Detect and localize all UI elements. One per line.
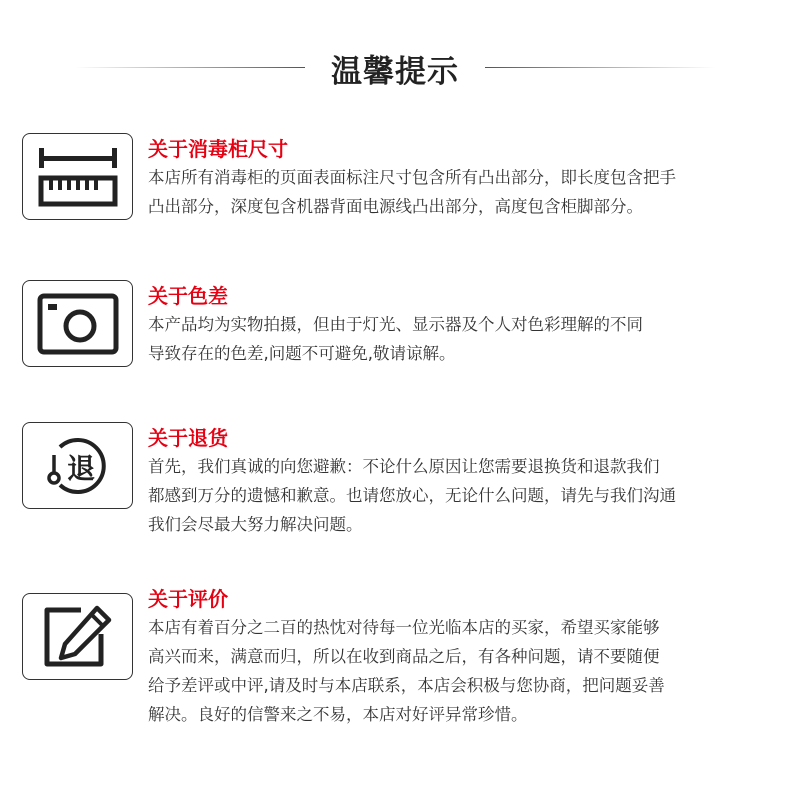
camera-icon-box — [22, 280, 133, 367]
body-line: 都感到万分的遗憾和歉意。也请您放心，无论什么问题，请先与我们沟通 — [148, 486, 676, 505]
body-line: 导致存在的色差,问题不可避免,敬请谅解。 — [148, 344, 456, 363]
edit-icon — [41, 604, 115, 670]
body-line: 本店所有消毒柜的页面表面标注尺寸包含所有凸出部分，即长度包含把手 — [148, 168, 676, 187]
body-line: 首先，我们真诚的向您避歉：不论什么原因让您需要退换货和退款我们 — [148, 457, 660, 476]
section-body-review — [148, 613, 788, 729]
body-line: 我们会尽最大努力解决问题。 — [148, 515, 363, 534]
section-title-review: 关于评价 — [148, 587, 228, 611]
ruler-icon-box — [22, 133, 133, 220]
section-title-size: 关于消毒柜尺寸 — [148, 137, 288, 161]
body-line: 凸出部分，深度包含机器背面电源线凸出部分，高度包含柜脚部分。 — [148, 197, 643, 216]
section-title-color: 关于色差 — [148, 284, 228, 308]
body-line: 本店有着百分之二百的热忱对待每一位光临本店的买家，希望买家能够 — [148, 618, 660, 637]
return-icon-text: 退 — [66, 451, 95, 485]
page-header — [0, 38, 790, 98]
return-icon-box — [22, 422, 133, 509]
body-line: 本产品均为实物拍摄，但由于灯光、显示器及个人对色彩理解的不同 — [148, 315, 643, 334]
header-divider-left — [75, 67, 305, 68]
page-title: 温馨提示 — [331, 54, 459, 90]
body-line: 高兴而来，满意而归，所以在收到商品之后，有各种问题，请不要随便 — [148, 647, 660, 666]
edit-icon-box — [22, 593, 133, 680]
header-divider-right — [485, 67, 715, 68]
section-title-return: 关于退货 — [148, 426, 228, 450]
body-line: 给予差评或中评,请及时与本店联系，本店会积极与您协商，把问题妥善 — [148, 676, 665, 695]
return-icon — [38, 431, 118, 501]
section-body-return — [148, 452, 788, 539]
camera-icon — [36, 292, 120, 356]
section-body-size — [148, 163, 788, 221]
ruler-icon — [33, 146, 123, 208]
body-line: 解决。良好的信警来之不易，本店对好评异常珍惜。 — [148, 705, 528, 724]
section-body-color — [148, 310, 788, 368]
